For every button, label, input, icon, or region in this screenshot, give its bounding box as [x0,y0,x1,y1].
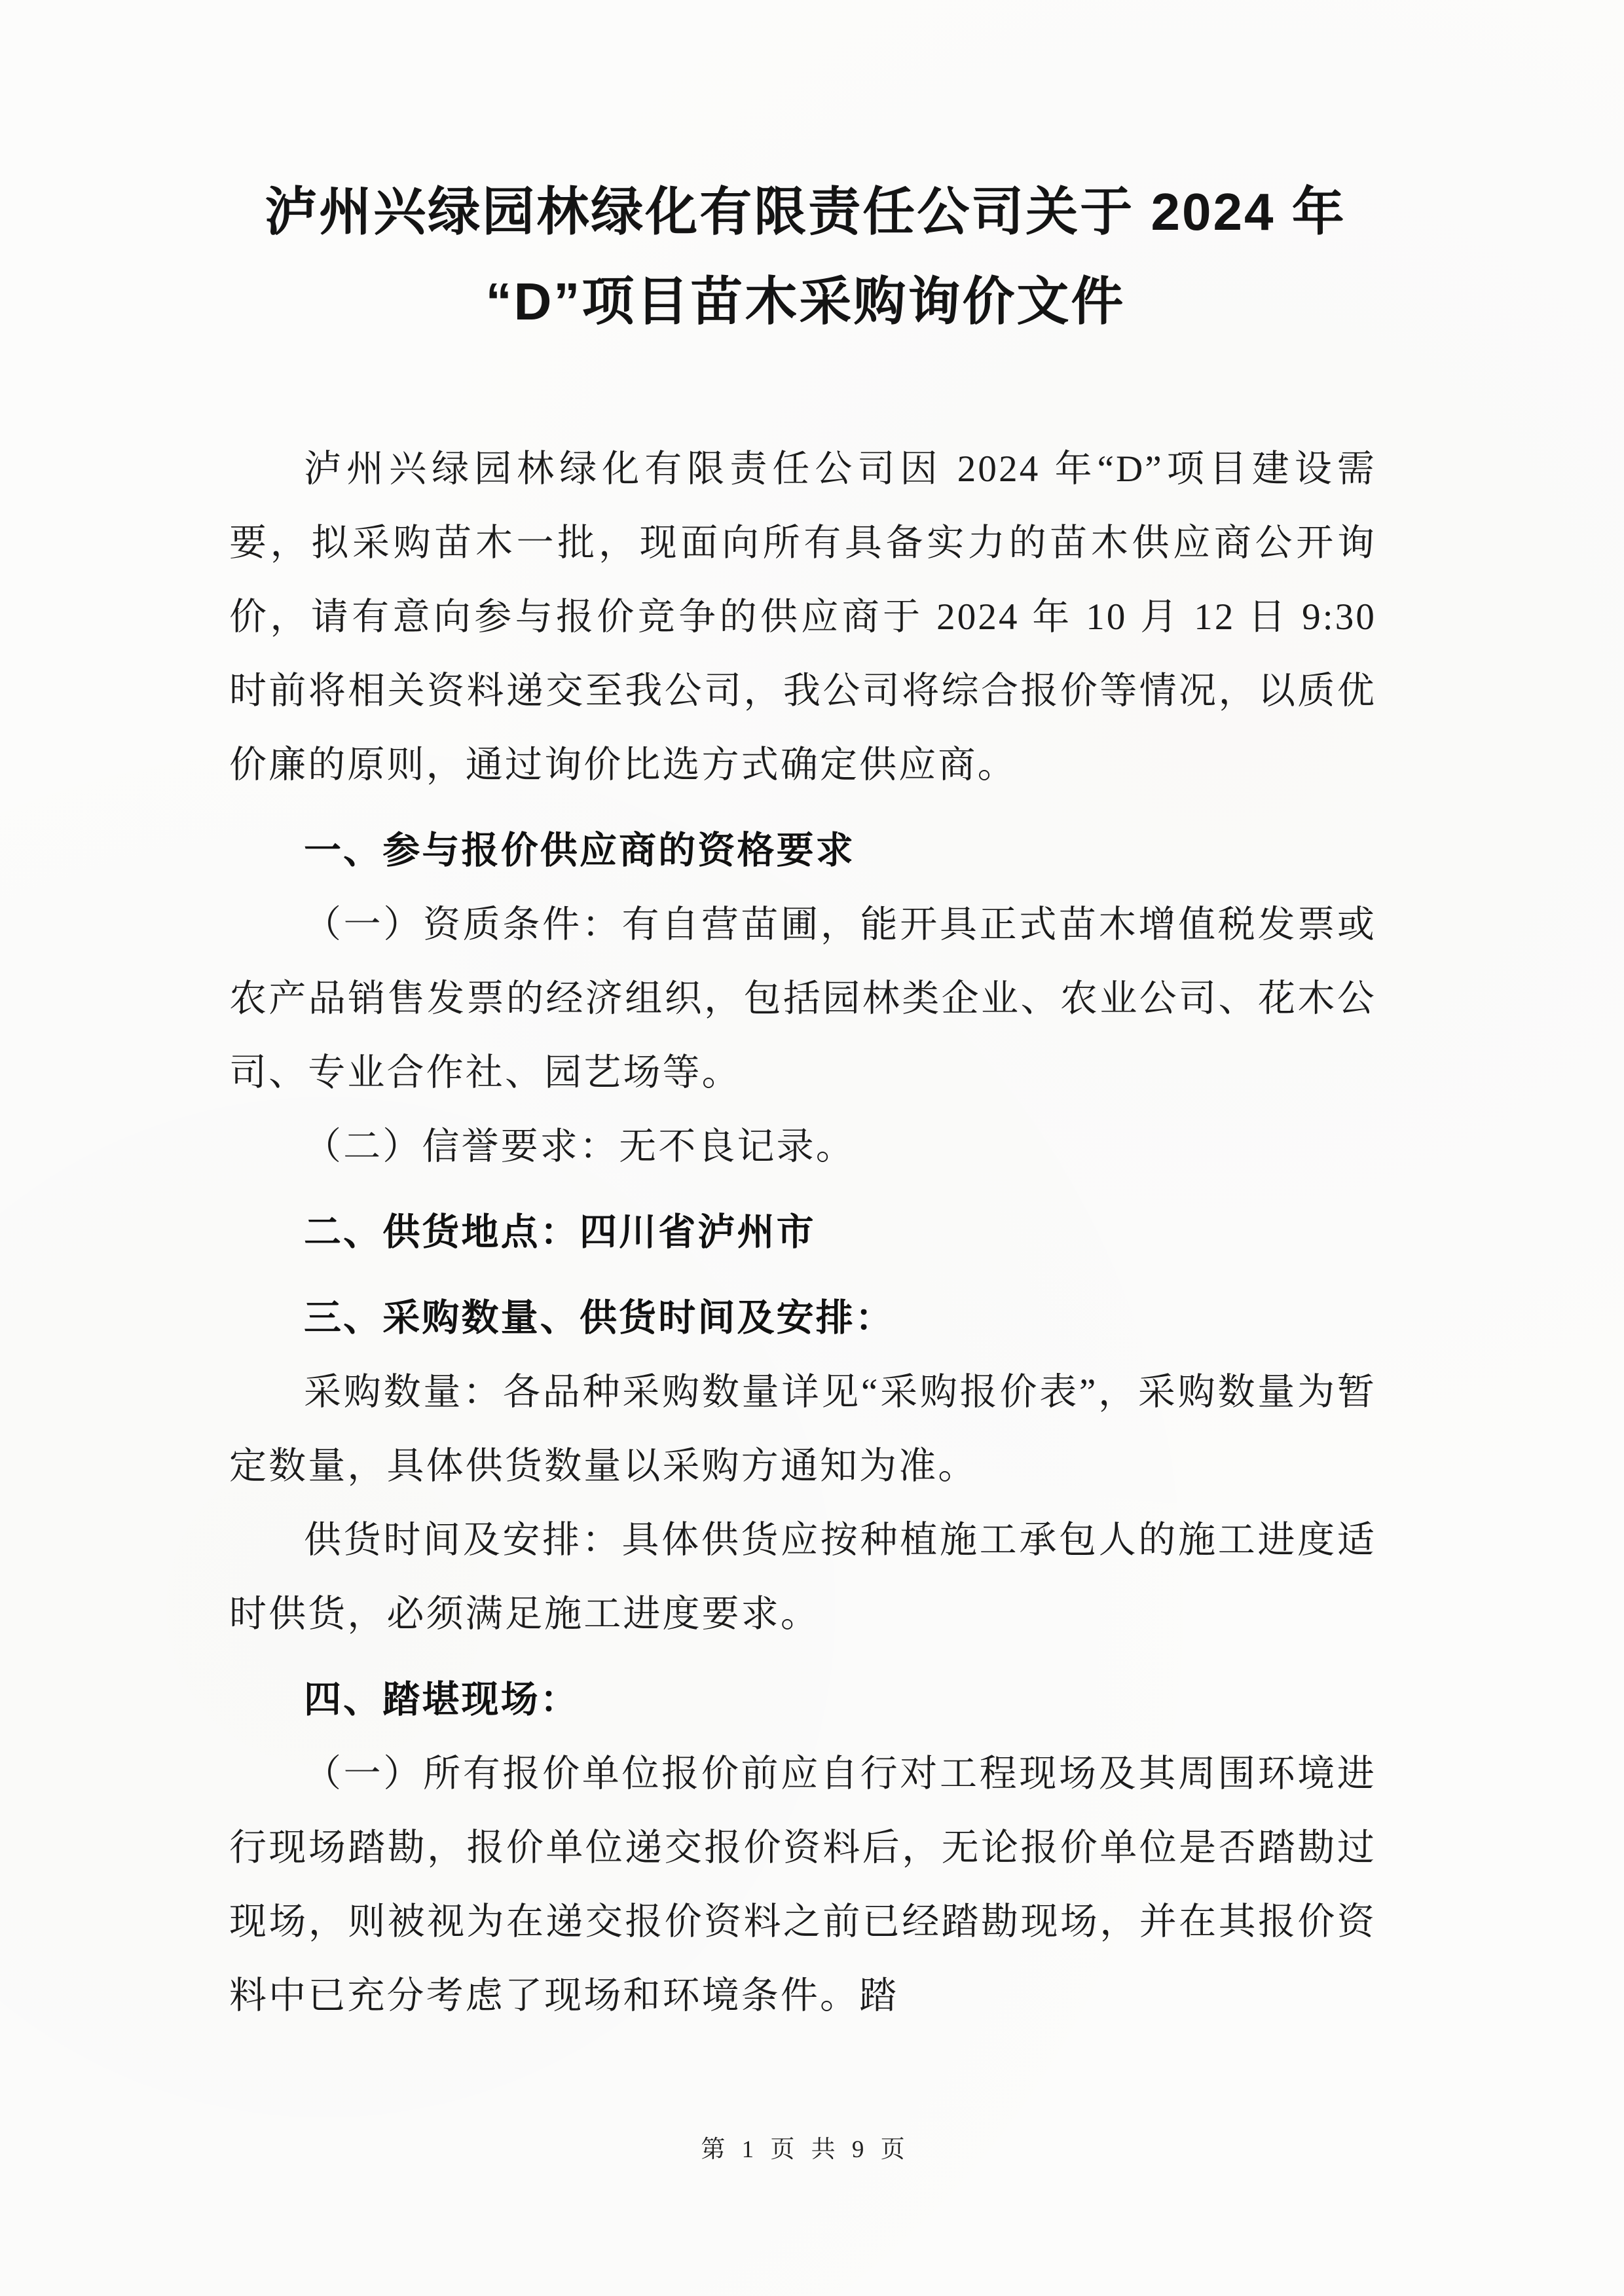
section-1-heading: 一、参与报价供应商的资格要求 [304,829,855,871]
section-1-item-1-paragraph: （一）资质条件：有自营苗圃，能开具正式苗木增值税发票或农产品销售发票的经济组织，包括园林类企业、农业公司、花木公司、专业合作社、园艺场等。 [229,904,1376,1093]
intro-paragraph: 泸州兴绿园林绿化有限责任公司因 2024 年“D”项目建设需要，拟采购苗木一批，现面向所有具备实力的苗木供应商公开询价，请有意向参与报价竞争的供应商于 2024 年 10 月 12 日 9:30 时前将相关资料递交至我公司，我公司将综合报价等情况，以质优价廉的原则，通过询价比选方式确定供应商。 [229,448,1376,786]
section-3-schedule-paragraph: 供货时间及安排：具体供货应按种植施工承包人的施工进度适时供货，必须满足施工进度要求。 [229,1520,1376,1635]
section-4-heading: 四、踏堪现场： [304,1679,580,1721]
section-1-item-2-paragraph: （二）信誉要求：无不良记录。 [304,1126,855,1167]
title-line-1: 泸州兴绿园林绿化有限责任公司关于 2024 年 [265,183,1346,241]
document-title [223,167,1388,346]
page-number-footer: 第 1 页 共 9 页 [701,2136,910,2163]
section-3-quantity-paragraph: 采购数量：各品种采购数量详见“采购报价表”，采购数量为暂定数量，具体供货数量以采购方通知为准。 [229,1372,1376,1487]
title-line-2: “D”项目苗木采购询价文件 [485,272,1126,331]
section-2-heading: 二、供货地点：四川省泸州市 [304,1211,816,1253]
section-3-heading: 三、采购数量、供货时间及安排： [304,1297,895,1339]
section-4-item-1-paragraph: （一）所有报价单位报价前应自行对工程现场及其周围环境进行现场踏勘，报价单位递交报价资料后，无论报价单位是否踏勘过现场，则被视为在递交报价资料之前已经踏勘现场，并在其报价资料中已充分考虑了现场和环境条件。踏 [229,1753,1376,2016]
document-body [229,432,1376,2033]
